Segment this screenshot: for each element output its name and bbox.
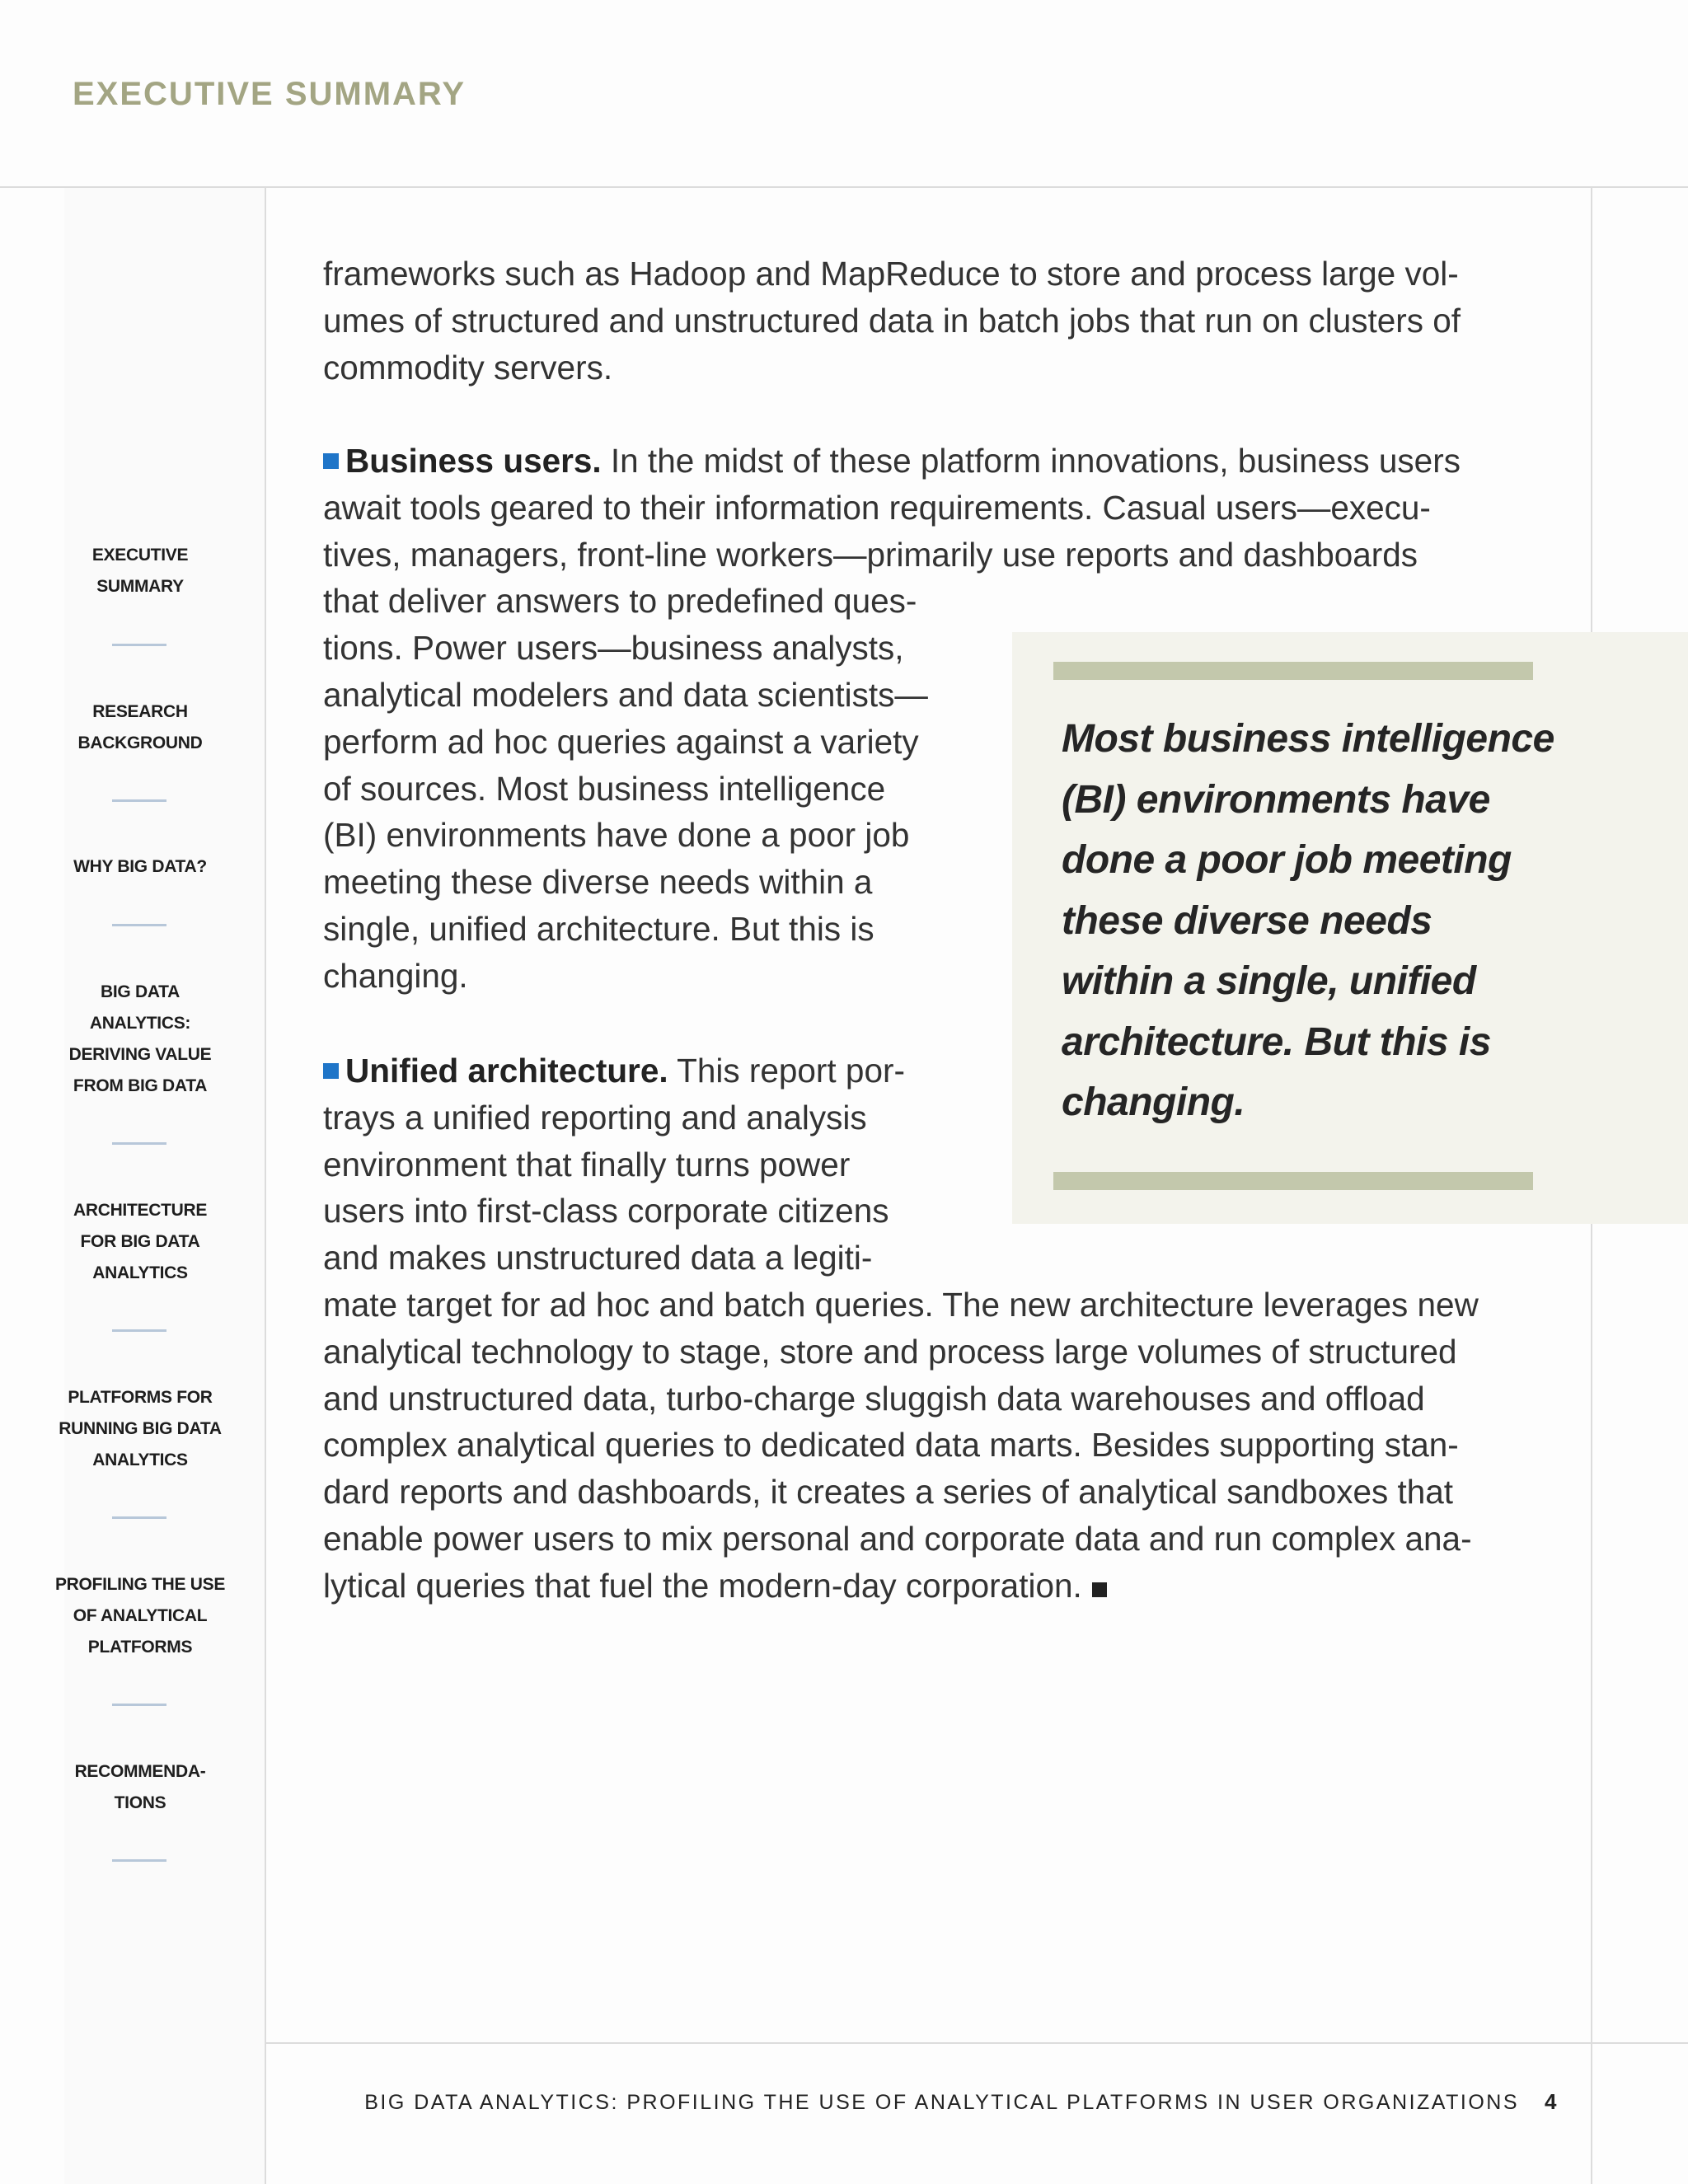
toc-separator: [112, 1142, 166, 1145]
toc-label-line: ANALYTICS:: [89, 1014, 191, 1033]
toc-label-line: FOR BIG DATA: [80, 1232, 200, 1251]
page-number: 4: [1545, 2089, 1557, 2114]
toc-label-line: RESEARCH: [92, 702, 188, 721]
toc-label-line: PROFILING THE USE: [54, 1575, 226, 1594]
toc-label-line: TIONS: [114, 1793, 166, 1812]
square-bullet-icon: [323, 453, 339, 469]
sidebar-background: [64, 188, 265, 2184]
toc-separator: [112, 1516, 166, 1519]
toc-label-line: ANALYTICS: [92, 1451, 188, 1469]
section-header-title: EXECUTIVE SUMMARY: [73, 76, 467, 112]
footer-report-title: BIG DATA ANALYTICS: PROFILING THE USE OF ANALYTICAL PLATFORMS IN USER ORGANIZATIONS: [364, 2091, 1519, 2114]
toc-separator: [112, 924, 166, 926]
toc-label-line: FROM BIG DATA: [73, 1076, 208, 1095]
toc-item-research-background[interactable]: [49, 696, 231, 759]
toc-item-deriving-value[interactable]: [49, 977, 231, 1102]
square-bullet-icon: [323, 1063, 339, 1079]
header-divider: [0, 186, 1688, 188]
toc-label-line: PLATFORMS: [87, 1638, 193, 1657]
toc-label-line: RECOMMENDA-: [74, 1762, 206, 1781]
toc-item-why-big-data[interactable]: [49, 851, 231, 883]
toc-label-line: OF ANALYTICAL: [73, 1606, 208, 1625]
unified-architecture-paragraph: [323, 1047, 1479, 1610]
toc-label-line: BACKGROUND: [77, 733, 203, 752]
toc-label-line: SUMMARY: [96, 577, 184, 596]
toc-item-recommendations[interactable]: [49, 1756, 231, 1819]
intro-paragraph: frameworks such as Hadoop and MapReduce to store and process large vol- umes of structured and unstructured data in batch jobs that run on clusters of commodity servers.: [323, 255, 1461, 387]
business-users-first-line: In the midst of these platform innovations, business users: [601, 442, 1461, 480]
toc-separator: [112, 644, 166, 646]
unified-architecture-first-line: This report por-: [668, 1052, 905, 1090]
business-users-body: await tools geared to their information requirements. Casual users—execu- tives, managers, front-line workers—primarily use reports and dashboards that deliver answers to predefined ques- tions. Power users—business analysts, analytical modelers and data scientists— perform ad hoc queries against a variety of sources. Most business intelligence (BI) environments have done a poor job meeting these diverse needs within a single, unified architecture. But this is changing.: [323, 488, 1431, 995]
toc-separator: [112, 1329, 166, 1332]
toc-separator: [112, 1859, 166, 1862]
toc-item-executive-summary[interactable]: [49, 540, 231, 602]
toc-label-line: ANALYTICS: [92, 1263, 188, 1282]
business-users-paragraph: [323, 438, 1461, 1000]
toc-separator: [112, 1704, 166, 1706]
toc-label-line: DERIVING VALUE: [68, 1045, 212, 1064]
toc-label-line: PLATFORMS FOR: [68, 1388, 213, 1407]
toc-item-architecture[interactable]: [49, 1195, 231, 1289]
end-of-article-icon: [1092, 1582, 1107, 1597]
toc-item-profiling[interactable]: [49, 1569, 231, 1663]
pullquote-text: Most business intelligence (BI) environments have done a poor job meeting these diverse needs within a single, unified architecture. But this is changing.: [1062, 717, 1554, 1124]
toc-label-line: BIG DATA: [101, 982, 180, 1001]
toc-label-line: EXECUTIVE: [91, 546, 189, 565]
business-users-lead: Business users.: [345, 442, 602, 480]
toc-label-line: WHY BIG DATA?: [73, 857, 207, 876]
toc-item-platforms[interactable]: [49, 1382, 231, 1476]
footer-divider: [265, 2042, 1688, 2044]
toc-label-line: RUNNING BIG DATA: [59, 1419, 222, 1438]
sidebar-divider: [265, 188, 266, 2184]
toc-separator: [112, 799, 166, 802]
unified-architecture-body: trays a unified reporting and analysis environment that finally turns power users into first-class corporate citizens and makes unstructured data a legiti- mate target for ad hoc and batch queries. The new architecture leverages new analytical technology to stage, store and process large volumes of structured and unstructured data, turbo-charge sluggish data warehouses and offload complex analytical queries to dedicated data marts. Besides supporting stan- dard reports and dashboards, it creates a series of analytical sandboxes that enable power users to mix personal and corporate data and run complex ana- lytical queries that fuel the modern-day corporation.: [323, 1098, 1479, 1605]
toc-label-line: ARCHITECTURE: [73, 1201, 208, 1220]
unified-architecture-lead: Unified architecture.: [345, 1052, 668, 1090]
